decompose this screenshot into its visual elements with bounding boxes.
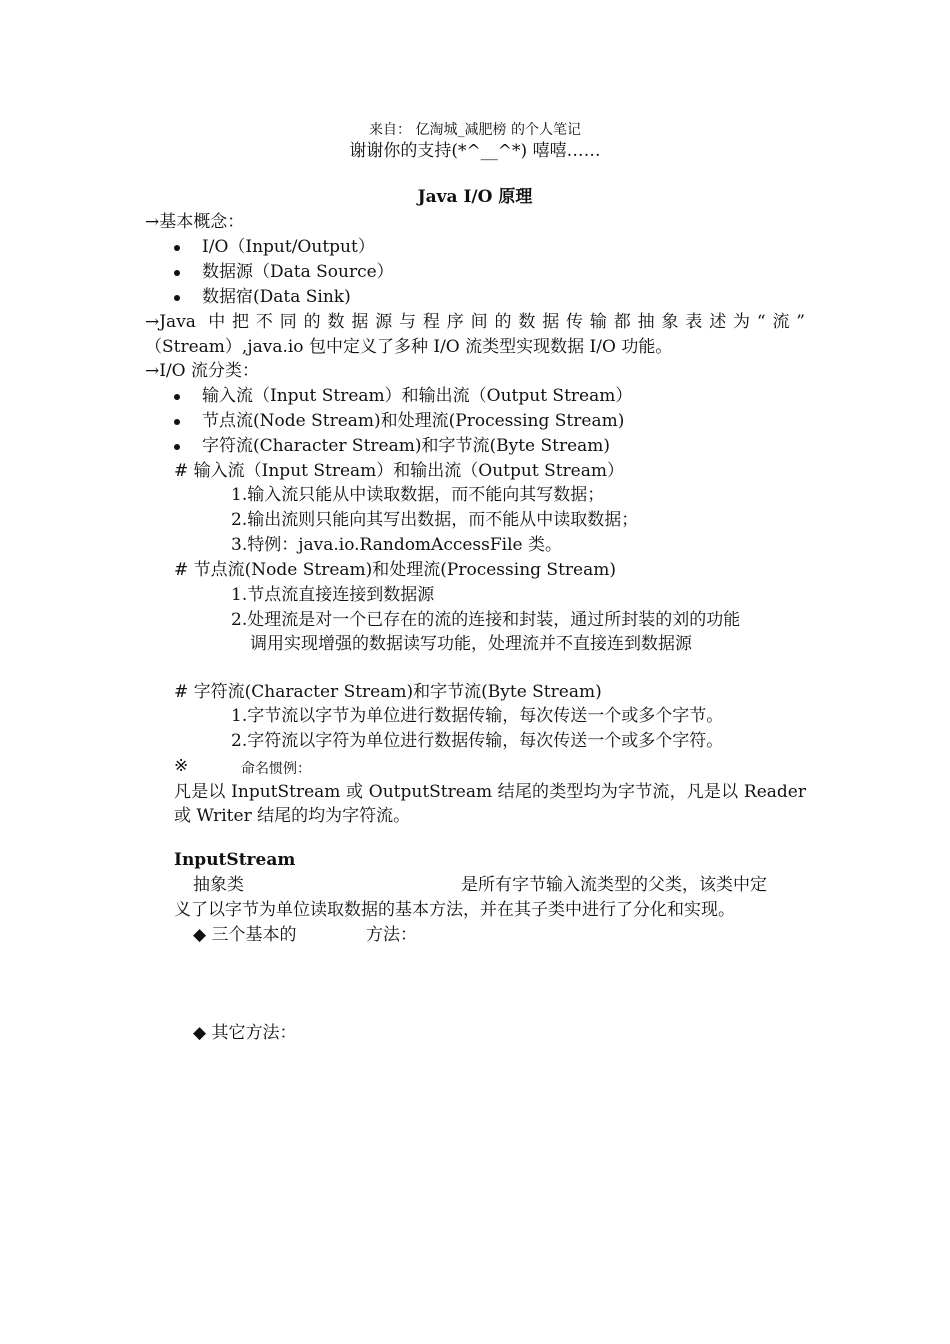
subsection-heading: # 字符流(Character Stream)和字节流(Byte Stream): [174, 682, 602, 702]
basic-methods-label: ◆ 三个基本的: [193, 925, 297, 945]
other-methods-label: ◆ 其它方法：: [193, 1023, 297, 1043]
numbered-line: 3.特例：java.io.RandomAccessFile 类。: [231, 535, 563, 555]
list-item: I/O（Input/Output）: [202, 237, 375, 257]
naming-convention-line: 凡是以 InputStream 或 OutputStream 结尾的类型均为字节流，凡是以 Reader: [174, 782, 806, 802]
numbered-line: 2.输出流则只能向其写出数据，而不能从中读取数据；: [231, 510, 639, 530]
bullet-icon: [174, 419, 180, 425]
bullet-icon: [174, 270, 180, 276]
numbered-line: 1.输入流只能从中读取数据，而不能向其写数据；: [231, 485, 605, 505]
bullet-icon: [174, 394, 180, 400]
subsection-heading: # 输入流（Input Stream）和输出流（Output Stream）: [174, 461, 625, 481]
source-note: 来自： 亿淘城_减肥榜 的个人笔记: [369, 122, 581, 138]
naming-convention-label: 命名惯例：: [241, 761, 311, 777]
numbered-line: 1.节点流直接连接到数据源: [231, 585, 435, 605]
inputstream-text: 是所有字节输入流类型的父类，该类中定: [461, 875, 767, 895]
list-item: 数据源（Data Source）: [202, 262, 394, 282]
inputstream-text: 义了以字节为单位读取数据的基本方法，并在其子类中进行了分化和实现。: [174, 900, 735, 920]
numbered-line: 1.字节流以字节为单位进行数据传输，每次传送一个或多个字节。: [231, 706, 724, 726]
basic-methods-label: 方法：: [366, 925, 417, 945]
numbered-line-continuation: 调用实现增强的数据读写功能，处理流并不直接连到数据源: [250, 634, 692, 654]
thanks-note: 谢谢你的支持(*^__^*) 嘻嘻……: [349, 141, 601, 161]
bullet-icon: [174, 245, 180, 251]
subsection-heading: # 节点流(Node Stream)和处理流(Processing Stream): [174, 560, 616, 580]
classification-heading: →I/O 流分类：: [145, 361, 260, 381]
intro-paragraph-line: （Stream）,java.io 包中定义了多种 I/O 流类型实现数据 I/O 功能。: [145, 337, 673, 357]
basic-concepts-heading: →基本概念：: [145, 212, 245, 232]
list-item: 节点流(Node Stream)和处理流(Processing Stream): [202, 411, 625, 431]
bullet-icon: [174, 295, 180, 301]
inputstream-text: 抽象类: [193, 875, 244, 895]
list-item: 输入流（Input Stream）和输出流（Output Stream）: [202, 386, 633, 406]
reference-mark: ※: [174, 756, 189, 776]
page-title: Java I/O 原理: [417, 187, 533, 207]
bullet-icon: [174, 444, 180, 450]
numbered-line: 2.处理流是对一个已存在的流的连接和封装，通过所封装的刘的功能: [231, 610, 741, 630]
list-item: 数据宿(Data Sink): [202, 287, 351, 307]
intro-paragraph-line: →Java 中把不同的数据源与程序间的数据传输都抽象表述为“流”: [145, 312, 805, 332]
naming-convention-line: 或 Writer 结尾的均为字符流。: [174, 806, 411, 826]
numbered-line: 2.字符流以字符为单位进行数据传输，每次传送一个或多个字符。: [231, 731, 724, 751]
inputstream-heading: InputStream: [174, 850, 296, 870]
list-item: 字符流(Character Stream)和字节流(Byte Stream): [202, 436, 611, 456]
